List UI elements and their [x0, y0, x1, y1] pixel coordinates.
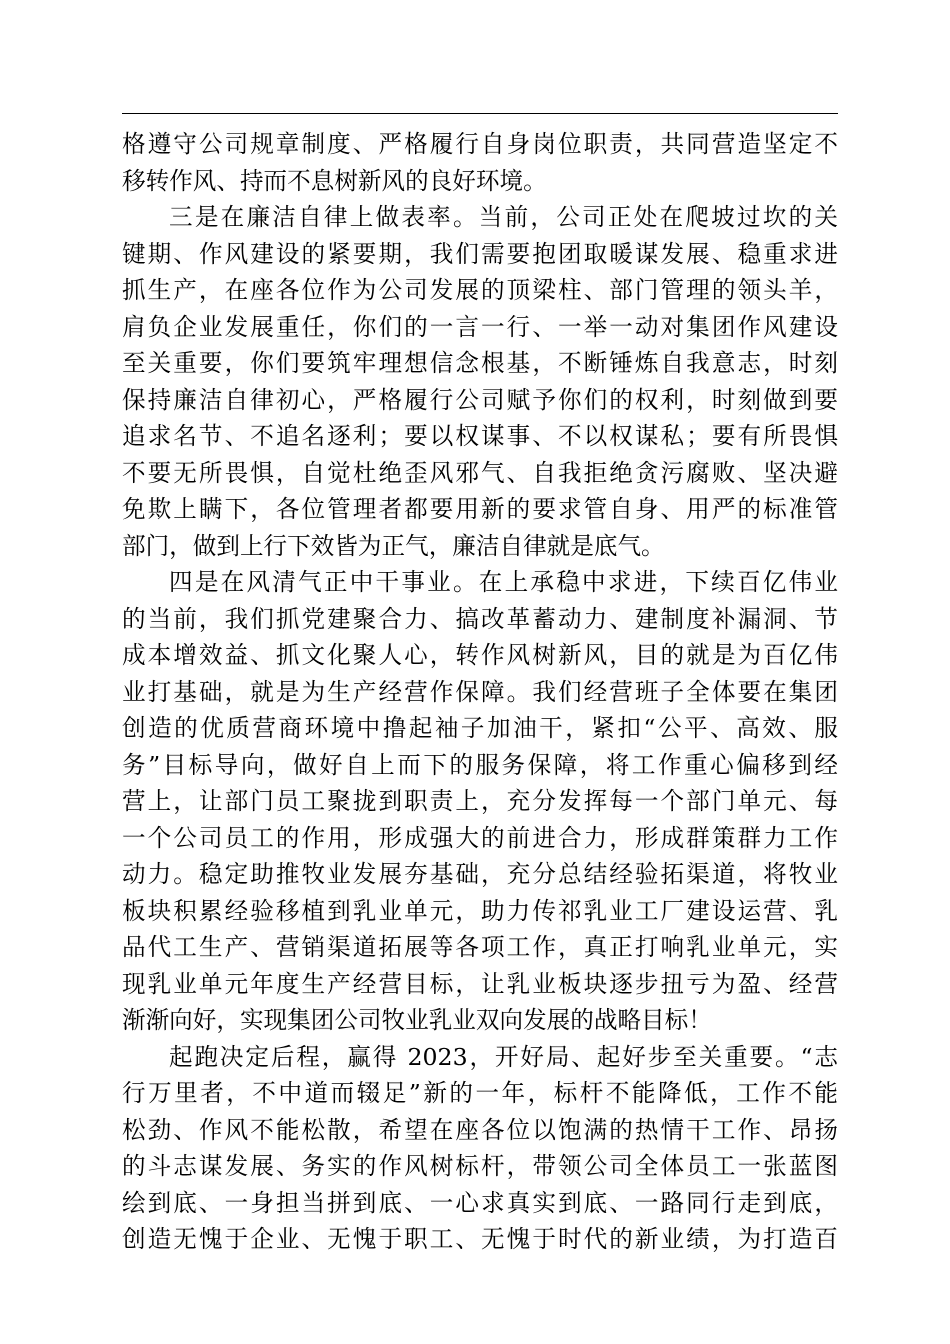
- paragraph-start-line: 起跑决定后程，赢得 2023，开好局、起好步至关重要。“志: [169, 1042, 838, 1071]
- paragraph-start-line: 四是在风清气正中干事业。在上承稳中求进，下续百亿伟业: [169, 568, 838, 596]
- text-line: 绘到底、一身担当拼到底、一心求真实到底、一路同行走到底，: [122, 1188, 838, 1217]
- text-line: 的斗志谋发展、务实的作风树标杆，带领公司全体员工一张蓝图: [122, 1152, 838, 1180]
- text-line: 部门，做到上行下效皆为正气，廉洁自律就是底气。: [122, 531, 665, 560]
- text-line: 追求名节、不追名逐利；要以权谋事、不以权谋私；要有所畏惧: [122, 422, 838, 450]
- text-line: 移转作风、持而不息树新风的良好环境。: [122, 166, 547, 195]
- text-line: 至关重要，你们要筑牢理想信念根基，不断锤炼自我意志，时刻: [122, 349, 838, 377]
- text-line: 渐渐向好，实现集团公司牧业乳业双向发展的战略目标！: [122, 1006, 712, 1034]
- text-line: 业打基础，就是为生产经营作保障。我们经营班子全体要在集团: [122, 677, 838, 706]
- text-line: 格遵守公司规章制度、严格履行自身岗位职责，共同营造坚定不: [122, 130, 838, 158]
- text-line: 保持廉洁自律初心，严格履行公司赋予你们的权利，时刻做到要: [122, 385, 838, 414]
- text-line: 营上，让部门员工聚拢到职责上，充分发挥每一个部门单元、每: [122, 787, 838, 815]
- text-line: 不要无所畏惧，自觉杜绝歪风邪气、自我拒绝贪污腐败、坚决避: [122, 458, 838, 487]
- text-line: 创造的优质营商环境中撸起袖子加油干，紧扣“公平、高效、服: [122, 714, 838, 742]
- text-line: 动力。稳定助推牧业发展夯基础，充分总结经验拓渠道，将牧业: [122, 860, 838, 888]
- text-line: 务”目标导向，做好自上而下的服务保障，将工作重心偏移到经: [122, 750, 838, 779]
- text-line: 创造无愧于企业、无愧于职工、无愧于时代的新业绩，为打造百: [122, 1225, 838, 1253]
- text-line: 品代工生产、营销渠道拓展等各项工作，真正打响乳业单元，实: [122, 933, 838, 961]
- text-line: 行万里者，不中道而辍足”新的一年，标杆不能降低，工作不能: [122, 1079, 838, 1107]
- text-line: 松劲、作风不能松散，希望在座各位以饱满的热情干工作、昂扬: [122, 1115, 838, 1144]
- text-line: 的当前，我们抓党建聚合力、搞改革蓄动力、建制度补漏洞、节: [122, 604, 838, 633]
- text-line: 一个公司员工的作用，形成强大的前进合力，形成群策群力工作: [122, 823, 838, 852]
- body-text: [122, 126, 838, 1258]
- paragraph-start-line: 三是在廉洁自律上做表率。当前，公司正处在爬坡过坎的关: [169, 203, 838, 231]
- text-line: 免欺上瞒下，各位管理者都要用新的要求管自身、用严的标准管: [122, 495, 838, 523]
- header-rule: [122, 113, 838, 114]
- text-line: 现乳业单元年度生产经营目标，让乳业板块逐步扭亏为盈、经营: [122, 969, 838, 998]
- text-line: 肩负企业发展重任，你们的一言一行、一举一动对集团作风建设: [122, 312, 838, 341]
- text-line: 键期、作风建设的紧要期，我们需要抱团取暖谋发展、稳重求进: [122, 239, 838, 268]
- text-line: 板块积累经验移植到乳业单元，助力传祁乳业工厂建设运营、乳: [122, 896, 838, 925]
- text-line: 抓生产，在座各位作为公司发展的顶梁柱、部门管理的领头羊，: [122, 276, 838, 304]
- text-line: 成本增效益、抓文化聚人心，转作风树新风，目的就是为百亿伟: [122, 641, 838, 669]
